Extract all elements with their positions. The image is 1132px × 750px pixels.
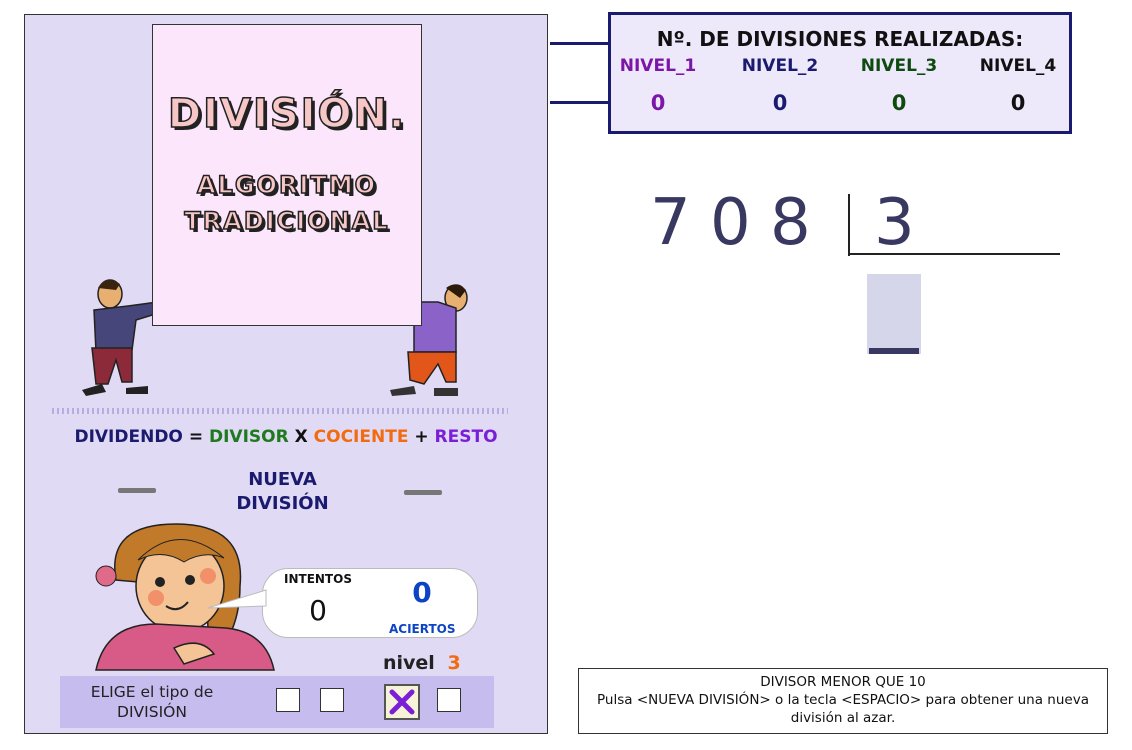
divisor-value: 3 bbox=[874, 186, 915, 260]
formula-plus: + bbox=[414, 427, 429, 447]
input-cursor-underline bbox=[869, 348, 919, 354]
instructions-box bbox=[578, 668, 1108, 734]
nivel-indicator bbox=[383, 652, 461, 674]
nueva-division-right-dash bbox=[404, 490, 442, 495]
poster-subtitle-1: ALGORITMO bbox=[196, 171, 378, 199]
connector-line-bottom bbox=[550, 101, 608, 104]
elige-label bbox=[70, 682, 234, 722]
nivel-3-count: 0 bbox=[891, 91, 907, 115]
formula-dividendo: DIVIDENDO bbox=[74, 427, 183, 447]
formula-times: X bbox=[294, 427, 308, 447]
title-poster bbox=[152, 24, 422, 326]
instructions-line3: división al azar. bbox=[790, 710, 896, 726]
dividend-digit-1: 7 bbox=[650, 186, 691, 260]
counter-title: Nº. DE DIVISIONES REALIZADAS: bbox=[656, 27, 1024, 51]
instructions-line1: DIVISOR MENOR QUE 10 bbox=[760, 674, 926, 690]
nivel-1-count: 0 bbox=[650, 91, 666, 115]
quotient-digit-input[interactable] bbox=[867, 274, 921, 354]
nueva-division-line1: NUEVA bbox=[248, 469, 317, 490]
connector-line-top bbox=[550, 42, 608, 45]
nueva-division-line2: DIVISIÓN bbox=[236, 493, 329, 514]
nivel-2-label: NIVEL_2 bbox=[741, 56, 819, 76]
tipo-nivel-2-checkbox[interactable] bbox=[320, 688, 344, 712]
nueva-division-button[interactable] bbox=[200, 468, 365, 516]
formula-divisor: DIVISOR bbox=[208, 427, 289, 447]
dotted-ground-divider bbox=[52, 404, 508, 418]
nueva-division-left-dash bbox=[118, 488, 156, 493]
nivel-4-count: 0 bbox=[1010, 91, 1026, 115]
bubble-tail bbox=[206, 588, 268, 612]
formula-cociente: COCIENTE bbox=[313, 427, 409, 447]
dividend-digit-2: 0 bbox=[710, 186, 751, 260]
tipo-nivel-4-checkbox[interactable] bbox=[437, 688, 461, 712]
nivel-1-label: NIVEL_1 bbox=[619, 56, 697, 76]
intentos-value: 0 bbox=[309, 594, 327, 627]
nivel-2-count: 0 bbox=[772, 91, 788, 115]
instructions-line2: Pulsa <NUEVA DIVISIÓN> o la tecla <ESPACIO> para obtener una nueva bbox=[597, 692, 1089, 708]
aciertos-value: 0 bbox=[412, 576, 432, 609]
intentos-label: INTENTOS bbox=[284, 572, 352, 586]
nivel-4-label: NIVEL_4 bbox=[979, 56, 1057, 76]
nivel-label: nivel bbox=[383, 652, 435, 674]
division-bracket-vertical bbox=[848, 194, 850, 256]
poster-subtitle-2: TRADICIONAL bbox=[184, 207, 390, 235]
aciertos-label: ACIERTOS bbox=[389, 622, 456, 636]
tipo-nivel-1-checkbox[interactable] bbox=[276, 688, 300, 712]
elige-line1: ELIGE el tipo de bbox=[90, 683, 214, 701]
formula-resto: RESTO bbox=[434, 427, 498, 447]
divisions-counter-panel bbox=[608, 12, 1072, 134]
poster-title: DIVISIÓN. bbox=[167, 91, 407, 137]
nivel-value: 3 bbox=[447, 652, 461, 674]
nivel-3-label: NIVEL_3 bbox=[860, 56, 938, 76]
tipo-nivel-3-checkbox-selected[interactable] bbox=[384, 684, 420, 720]
dividend-digit-3: 8 bbox=[770, 186, 811, 260]
x-mark-icon bbox=[386, 686, 418, 718]
formula-equals: = bbox=[188, 427, 204, 447]
division-formula bbox=[24, 427, 548, 447]
elige-line2: DIVISIÓN bbox=[117, 703, 187, 721]
